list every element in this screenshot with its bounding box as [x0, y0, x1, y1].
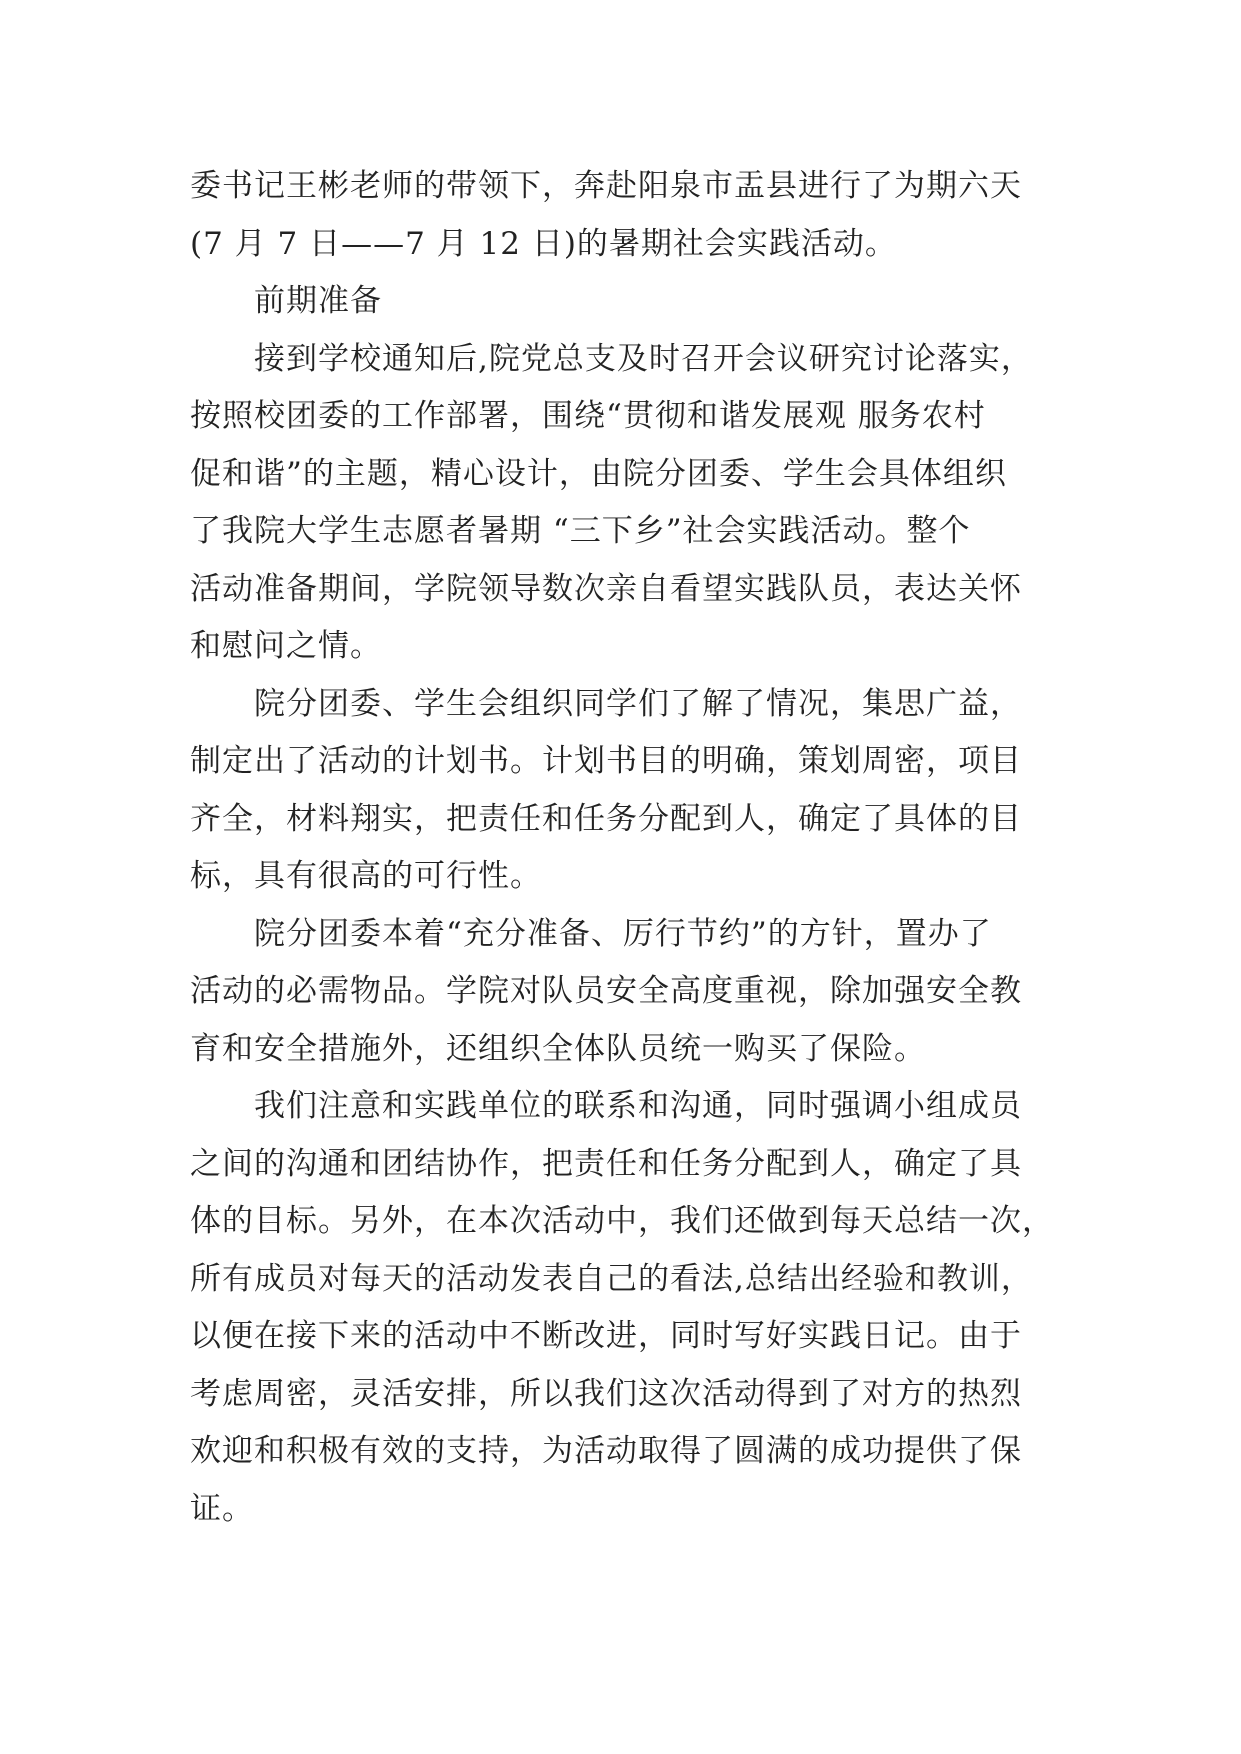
document-body [190, 158, 1070, 1538]
paragraph-start: 院分团委、学生会组织同学们了解了情况，集思广益， [254, 685, 1022, 722]
paragraph-start: 接到学校通知后,院党总支及时召开会议研究讨论落实， [254, 340, 1033, 377]
text-line: 之间的沟通和团结协作，把责任和任务分配到人，确定了具 [190, 1145, 1022, 1182]
text-line: 和慰问之情。 [190, 628, 382, 664]
text-line: 按照校团委的工作部署，围绕“贯彻和谐发展观 服务农村 [190, 398, 986, 434]
text-line: 促和谐”的主题，精心设计，由院分团委、学生会具体组织 [190, 455, 1007, 492]
text-line: 证。 [190, 1490, 254, 1527]
paragraph-start: 院分团委本着“充分准备、厉行节约”的方针，置办了 [254, 915, 992, 952]
text-line: 制定出了活动的计划书。计划书目的明确，策划周密，项目 [190, 743, 1022, 779]
text-line: 了我院大学生志愿者暑期 “三下乡”社会实践活动。整个 [190, 513, 971, 549]
paragraph-start: 我们注意和实践单位的联系和沟通，同时强调小组成员 [254, 1088, 1022, 1124]
text-line: 活动准备期间，学院领导数次亲自看望实践队员，表达关怀 [190, 570, 1022, 607]
section-heading: 前期准备 [254, 283, 382, 319]
text-line: 齐全，材料翔实，把责任和任务分配到人，确定了具体的目 [190, 800, 1022, 837]
text-line: 活动的必需物品。学院对队员安全高度重视，除加强安全教 [190, 973, 1022, 1009]
text-line: 体的目标。另外，在本次活动中，我们还做到每天总结一次， [190, 1203, 1054, 1239]
text-line: 考虑周密，灵活安排，所以我们这次活动得到了对方的热烈 [190, 1375, 1022, 1412]
text-line: 育和安全措施外，还组织全体队员统一购买了保险。 [190, 1030, 926, 1067]
text-line: 以便在接下来的活动中不断改进，同时写好实践日记。由于 [190, 1318, 1022, 1354]
text-line: 委书记王彬老师的带领下，奔赴阳泉市盂县进行了为期六天 [190, 168, 1022, 204]
text-line: 标，具有很高的可行性。 [190, 858, 542, 894]
text-line: 所有成员对每天的活动发表自己的看法,总结出经验和教训， [190, 1260, 1033, 1297]
text-line: (7 月 7 日——7 月 12 日)的暑期社会实践活动。 [190, 225, 897, 262]
text-line: 欢迎和积极有效的支持，为活动取得了圆满的成功提供了保 [190, 1433, 1022, 1469]
